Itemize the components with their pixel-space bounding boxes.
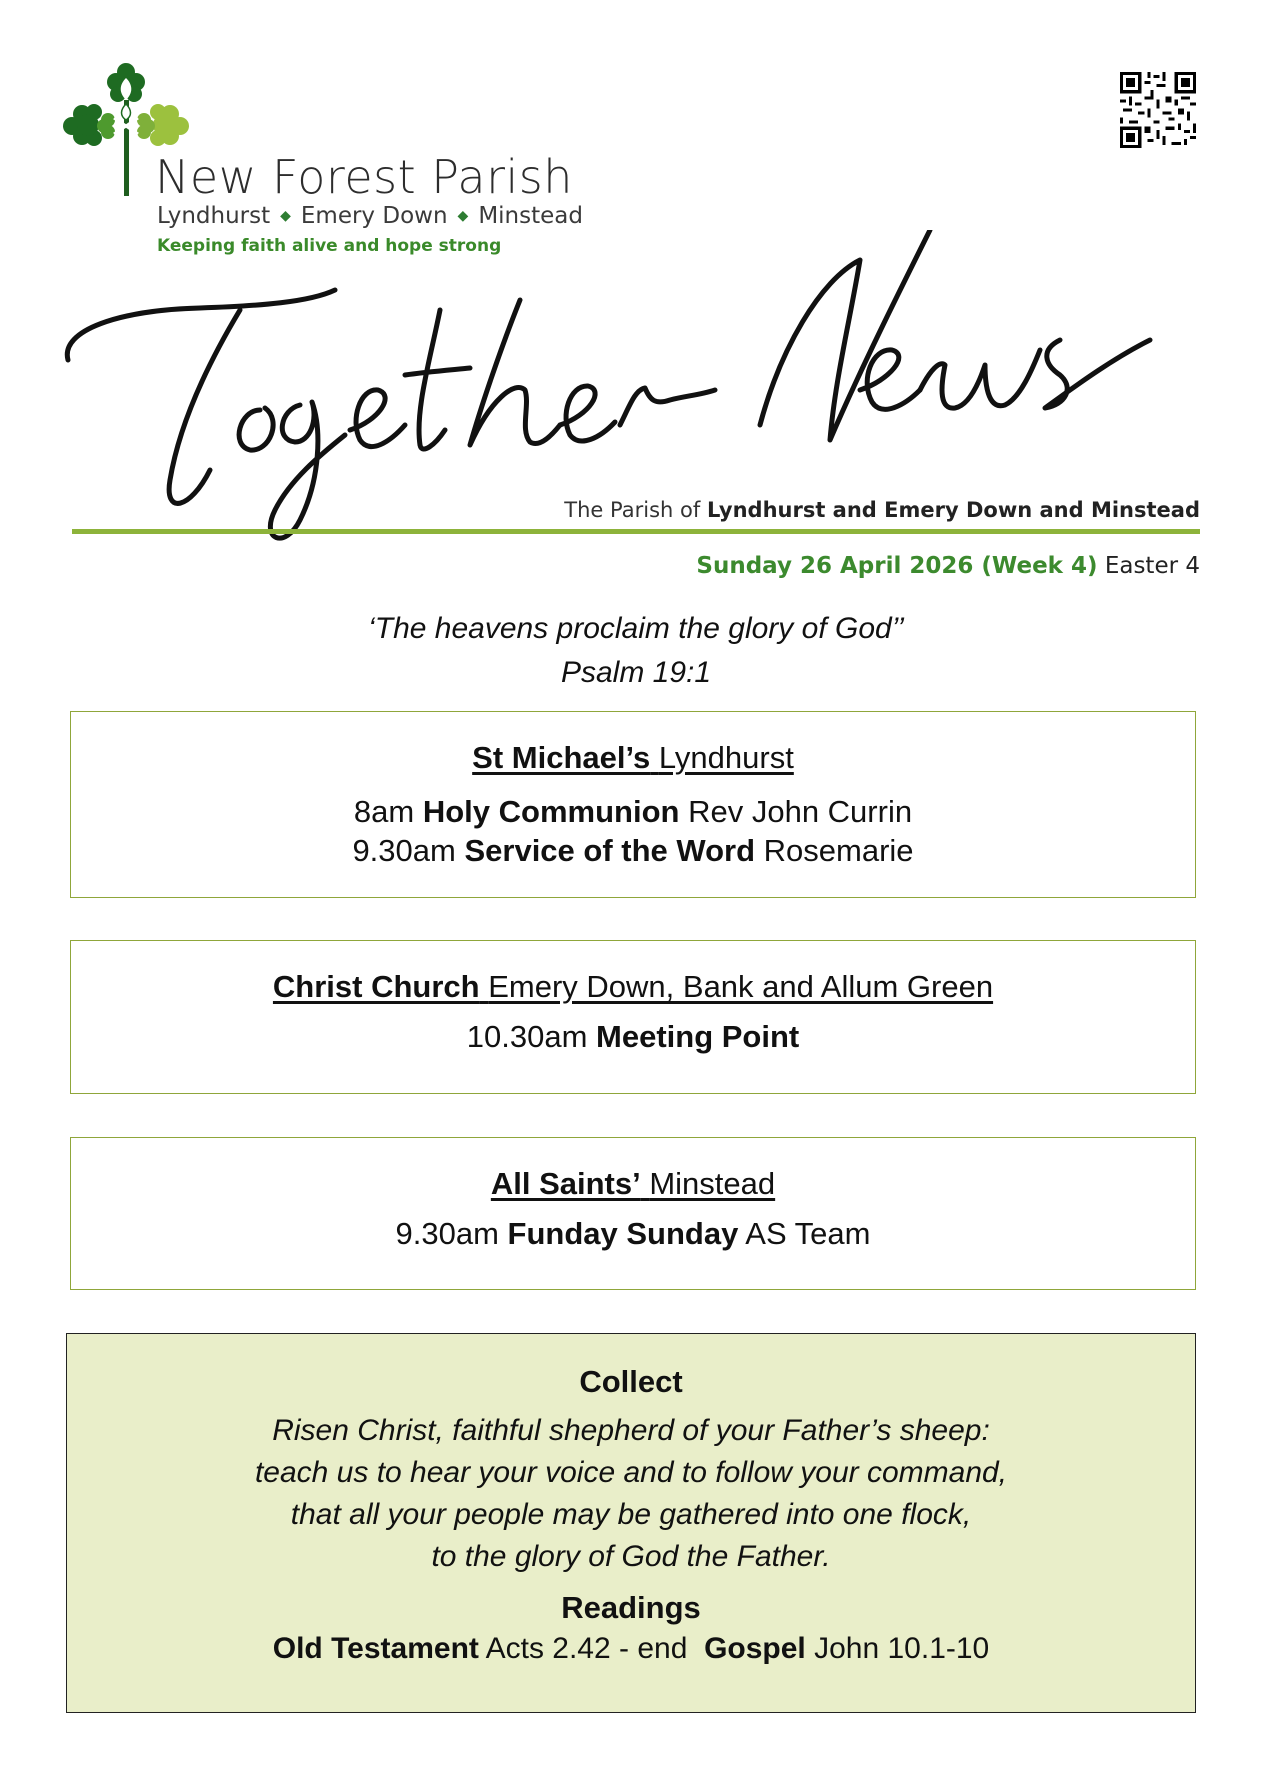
readings-heading: Readings [561, 1590, 701, 1625]
service-box-st-michaels [70, 711, 1196, 898]
service-name: Meeting Point [596, 1019, 800, 1054]
service-name: Holy Communion [422, 794, 680, 829]
collect-line: teach us to hear your voice and to follow your command, [254, 1456, 1008, 1489]
collect-line: that all your people may be gathered into one flock, [290, 1498, 972, 1531]
church-name [71, 969, 1195, 1005]
collect-heading: Collect [579, 1364, 683, 1399]
church-name [71, 1166, 1195, 1202]
service-leader: Rev John Currin [688, 794, 913, 829]
service-date: Sunday 26 April 2026 (Week 4) [696, 553, 1098, 579]
service-leader: Rosemarie [763, 833, 914, 868]
parish-name: Lyndhurst and Emery Down and Minstead [706, 498, 1200, 522]
service-time: 8am [353, 794, 415, 829]
readings-line [67, 1632, 1195, 1666]
service-time: 9.30am [395, 1216, 499, 1251]
parish-prefix: The Parish of [564, 498, 701, 522]
service-line [71, 1214, 1195, 1253]
service-name: Funday Sunday [507, 1216, 739, 1251]
service-name: Service of the Word [464, 833, 756, 868]
service-time: 10.30am [466, 1019, 588, 1054]
org-tagline: Keeping faith alive and hope strong [157, 236, 502, 256]
service-line [71, 792, 1195, 831]
collect-line: to the glory of God the Father. [431, 1540, 831, 1573]
collect-text [67, 1410, 1195, 1578]
service-leader: AS Team [745, 1216, 871, 1251]
title-divider [72, 529, 1200, 534]
collect-line: Risen Christ, faithful shepherd of your Father’s sheep: [272, 1414, 990, 1447]
church-name-bold: St Michael’s [472, 740, 651, 775]
diamond-separator-icon: ◆ [457, 208, 469, 224]
diamond-separator-icon: ◆ [280, 208, 291, 224]
date-line [696, 553, 1200, 579]
gospel-ref: John 10.1-10 [814, 1632, 990, 1665]
qr-code-icon [1120, 72, 1196, 148]
service-box-christ-church [70, 940, 1196, 1094]
church-location: Emery Down, Bank and Allum Green [488, 969, 994, 1004]
church-name-bold: All Saints’ [490, 1166, 641, 1201]
gospel-label: Gospel [704, 1632, 806, 1665]
service-line [71, 1017, 1195, 1056]
church-location: Lyndhurst [658, 740, 794, 775]
org-name: New Forest Parish [155, 150, 573, 204]
parish-line [564, 498, 1200, 522]
old-testament-label: Old Testament [272, 1632, 479, 1665]
service-box-all-saints [70, 1137, 1196, 1290]
liturgical-season: Easter 4 [1104, 553, 1200, 579]
collect-box [66, 1333, 1196, 1713]
service-line [71, 831, 1195, 870]
place-lyndhurst: Lyndhurst [157, 203, 271, 229]
quote-text: ‘The heavens proclaim the glory of God’’ [368, 612, 904, 645]
service-time: 9.30am [352, 833, 456, 868]
quote-reference: Psalm 19:1 [560, 656, 712, 689]
old-testament-ref: Acts 2.42 - end [485, 1632, 688, 1665]
place-emery-down: Emery Down [300, 203, 448, 229]
church-name-bold: Christ Church [272, 969, 480, 1004]
church-location: Minstead [649, 1166, 776, 1201]
org-places [157, 203, 583, 229]
place-minstead: Minstead [478, 203, 583, 229]
church-name [71, 740, 1195, 776]
